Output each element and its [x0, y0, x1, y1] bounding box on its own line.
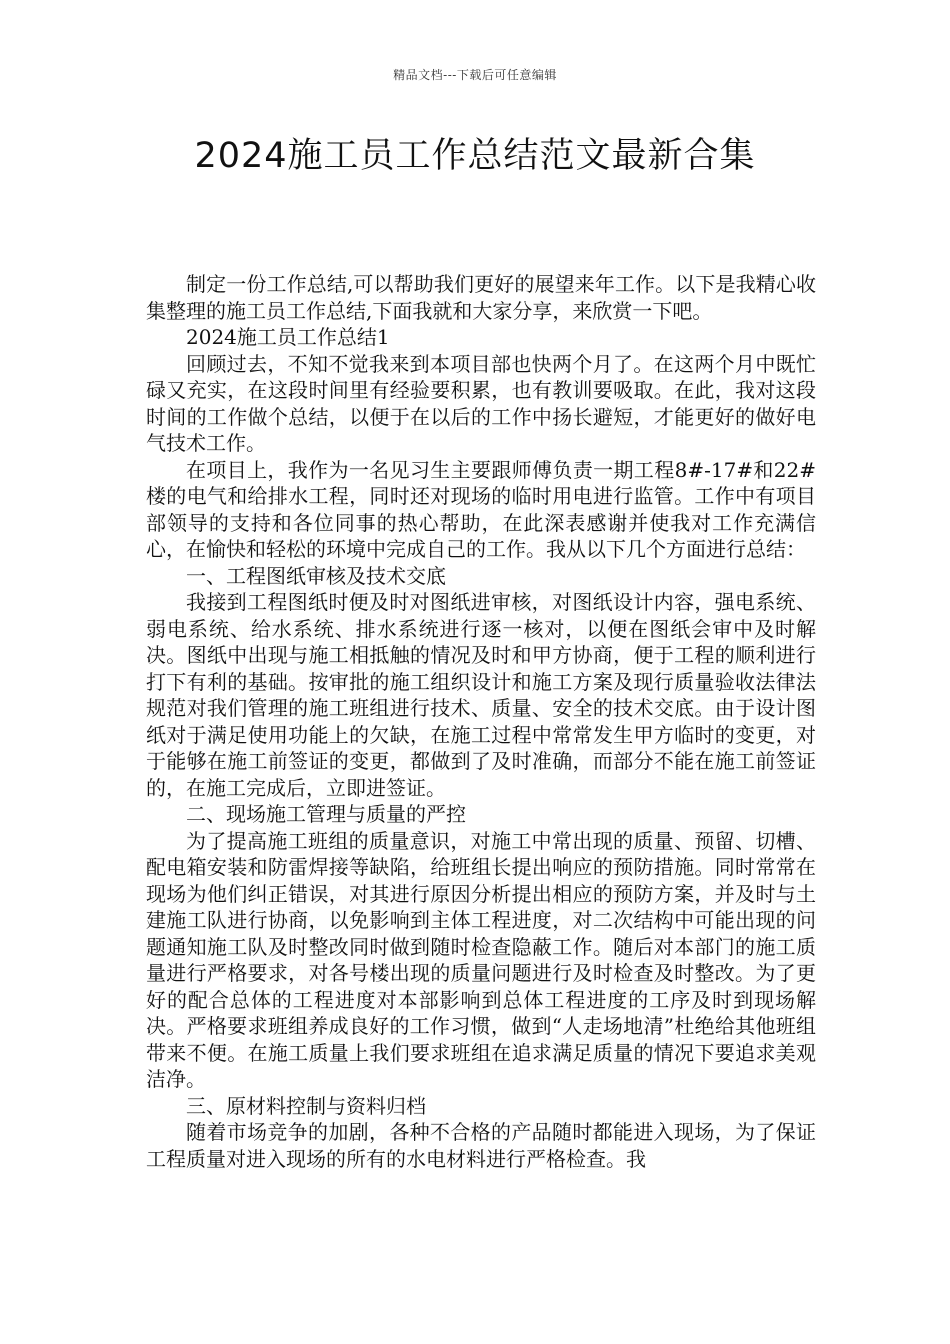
subsection-heading: 三、原材料控制与资料归档 [186, 1093, 426, 1118]
subsection-heading: 二、现场施工管理与质量的严控 [186, 802, 466, 826]
body-paragraph: 在项目上，我作为一名见习生主要跟师傅负责一期工程8#-17#和22#楼的电气和给排水工程，同时还对现场的临时用电进行监管。工作中有项目部领导的支持和各位同事的热心帮助，在此深表感谢并使我对工作充满信心，在愉快和轻松的环境中完成自己的工作。我从以下几个方面进行总结： [146, 457, 816, 561]
document-title: 2024施工员工作总结范文最新合集 [194, 136, 756, 176]
body-paragraph: 我接到工程图纸时便及时对图纸进审核，对图纸设计内容，强电系统、弱电系统、给水系统、排水系统进行逐一核对，以便在图纸会审中及时解决。图纸中出现与施工相抵触的情况及时和甲方协商，便于工程的顺利进行打下有利的基础。按审批的施工组织设计和施工方案及现行质量验收法律法规范对我们管理的施工班组进行技术、质量、安全的技术交底。由于设计图纸对于满足使用功能上的欠缺，在施工过程中常常发生甲方临时的变更，对于能够在施工前签证的变更，都做到了及时准确，而部分不能在施工前签证的，在施工完成后，立即进签证。 [146, 590, 816, 800]
document-body [146, 271, 816, 1172]
page-header-note: 精品文档---下载后可任意编辑 [393, 68, 557, 82]
body-paragraph: 随着市场竞争的加剧，各种不合格的产品随时都能进入现场，为了保证工程质量对进入现场的所有的水电材料进行严格检查。我 [146, 1120, 816, 1171]
body-paragraph: 为了提高施工班组的质量意识，对施工中常出现的质量、预留、切槽、配电箱安装和防雷焊接等缺陷，给班组长提出响应的预防措施。同时常常在现场为他们纠正错误，对其进行原因分析提出相应的预防方案，并及时与土建施工队进行协商，以免影响到主体工程进度，对二次结构中可能出现的问题通知施工队及时整改同时做到随时检查隐蔽工作。随后对本部门的施工质量进行严格要求，对各号楼出现的质量问题进行及时检查及时整改。为了更好的配合总体的工程进度对本部影响到总体工程进度的工序及时到现场解决。严格要求班组养成良好的工作习惯，做到“人走场地清”杜绝给其他班组带来不便。在施工质量上我们要求班组在追求满足质量的情况下要追求美观洁净。 [146, 828, 816, 1091]
body-paragraph: 回顾过去，不知不觉我来到本项目部也快两个月了。在这两个月中既忙碌又充实，在这段时间里有经验要积累，也有教训要吸取。在此，我对这段时间的工作做个总结，以便于在以后的工作中扬长避短，才能更好的做好电气技术工作。 [146, 351, 816, 455]
section-title: 2024施工员工作总结1 [186, 325, 390, 349]
intro-paragraph: 制定一份工作总结,可以帮助我们更好的展望来年工作。以下是我精心收集整理的施工员工作总结,下面我就和大家分享，来欣赏一下吧。 [146, 272, 816, 323]
subsection-heading: 一、工程图纸审核及技术交底 [186, 563, 446, 588]
